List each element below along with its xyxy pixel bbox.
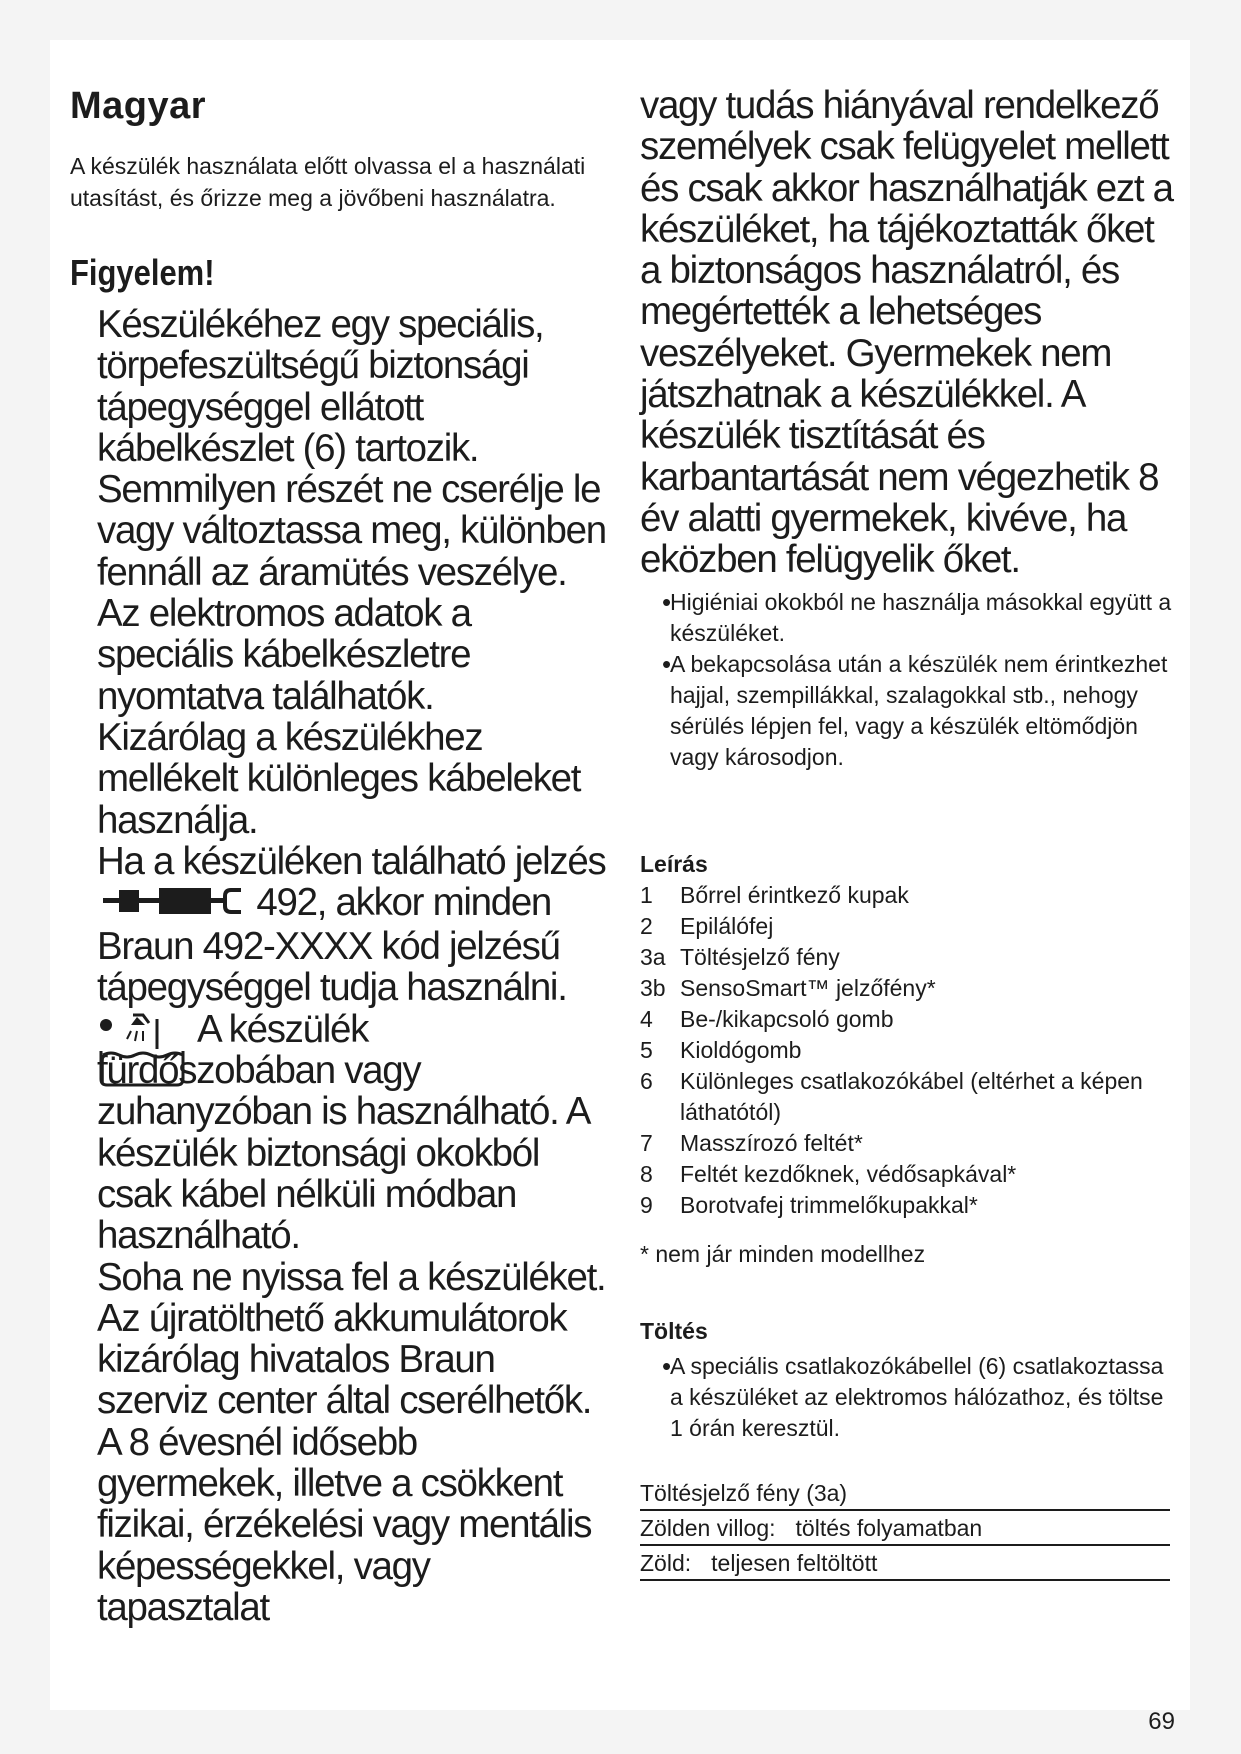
warning-paragraph-3a: Ha a készüléken található jelzés	[97, 839, 606, 883]
bath-shower-icon	[97, 1011, 187, 1091]
bullet-item: • A bekapcsolása után a készülék nem érintkezhet hajjal, szempillákkal, szalagokkal stb., nehogy sérülés lépjen fel, vagy a készülék eltömődjön vagy károsodjon.	[640, 649, 1180, 773]
charging-section	[640, 1318, 1180, 1581]
right-column	[640, 85, 1180, 1581]
description-heading: Leírás	[640, 850, 708, 877]
bath-row	[97, 1009, 610, 1257]
description-item: 9 Borotvafej trimmelőkupakkal*	[640, 1191, 978, 1218]
warning-paragraph-4: A készülék fürdőszobában vagy zuhanyzóban is használható. A készülék biztonsági okokból csak kábel nélküli módban használható.	[97, 1007, 588, 1258]
description-item: 8 Feltét kezdőknek, védősapkával*	[640, 1160, 1017, 1187]
warning-heading: Figyelem!	[70, 252, 215, 293]
description-item: 3a Töltésjelző fény	[640, 943, 840, 970]
description-item: 3b SensoSmart™ jelzőfény*	[640, 974, 936, 1001]
footnote: * nem jár minden modellhez	[640, 1240, 926, 1267]
left-column	[70, 85, 610, 1628]
charge-light-table	[640, 1476, 1170, 1581]
warning-body	[70, 304, 610, 1628]
page-number: 69	[1148, 1708, 1175, 1735]
warning-paragraph-6: A 8 évesnél idősebb gyermekek, illetve a csökkent fizikai, érzékelési vagy mentális képességekkel, vagy tapasztalat	[97, 1420, 592, 1629]
description-item: 2 Epilálófej	[640, 912, 774, 939]
description-item: 7 Masszírozó feltét*	[640, 1129, 863, 1156]
description-item: 5 Kioldógomb	[640, 1036, 802, 1063]
warning-paragraph-5: Soha ne nyissa fel a készüléket. Az újratölthető akkumulátorok kizárólag hivatalos Braun szerviz center által cserélhetők.	[97, 1255, 606, 1423]
table-row: Zöld: teljesen feltöltött	[640, 1546, 1170, 1581]
warning-paragraph-3b: 492, akkor minden Braun 492-XXXX kód jelzésű tápegységgel tudja használni.	[97, 881, 567, 1010]
bullet-item: • A speciális csatlakozókábellel (6) csatlakoztassa a készüléket az elektromos hálózathoz, és töltse 1 órán keresztül.	[640, 1351, 1180, 1444]
warning-paragraph-1: Készülékéhez egy speciális, törpefeszültségű biztonsági tápegységgel ellátott kábelkészlet (6) tartozik. Semmilyen részét ne cserélje le vagy változtassa meg, különben fennáll az áramütés veszélye. Az elektromos adatok a speciális kábelkészletre nyomtatva találhatók.	[97, 303, 606, 718]
charging-bullets	[640, 1351, 1180, 1444]
warning-paragraph-2: Kizárólag a készülékhez mellékelt különleges kábeleket használja.	[97, 715, 581, 842]
table-row: Zölden villog: töltés folyamatban	[640, 1511, 1170, 1546]
page-title: Magyar	[70, 85, 207, 127]
description-item: 6 Különleges csatlakozókábel (eltérhet a képen láthatótól)	[640, 1067, 1143, 1125]
table-header: Töltésjelző fény (3a)	[640, 1476, 1170, 1511]
description-item: 4 Be-/kikapcsoló gomb	[640, 1005, 894, 1032]
bullet-item: • Higiéniai okokból ne használja másokkal együtt a készüléket.	[640, 587, 1180, 649]
description-list	[640, 880, 1180, 1221]
intro-text: A készülék használata előtt olvassa el a használati utasítást, és őrizze meg a jövőbeni használatra.	[70, 153, 586, 211]
charging-heading: Töltés	[640, 1317, 708, 1344]
warning-paragraph-continued: vagy tudás hiányával rendelkező személyek csak felügyelet mellett és csak akkor használhatják ezt a készüléket, ha tájékoztatták őket a biztonságos használatról, és megértették a lehetséges veszélyeket. Gyermekek nem játszhatnak a készülékkel. A készülék tisztítását és karbantartását nem végezhetik 8 év alatti gyermekek, kivéve, ha eközben felügyelik őket.	[640, 84, 1173, 582]
power-supply-symbol-icon	[97, 884, 247, 926]
hygiene-bullets	[640, 587, 1180, 773]
description-item: 1 Bőrrel érintkező kupak	[640, 881, 909, 908]
warning-paragraph-3	[97, 841, 610, 1009]
description-section	[640, 851, 1180, 1270]
